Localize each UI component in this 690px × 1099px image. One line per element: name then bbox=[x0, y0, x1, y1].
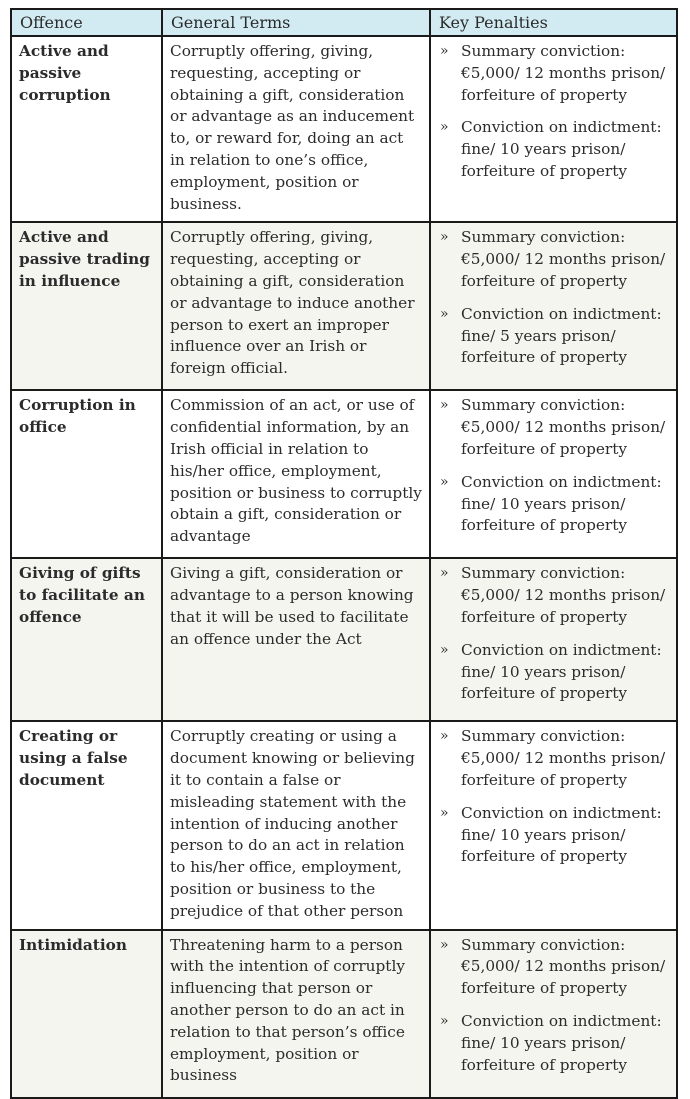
penalty-text: Conviction on indictment: fine/ 10 years prison/ forfeiture of property bbox=[461, 118, 662, 180]
penalty-item bbox=[438, 640, 669, 705]
penalty-text: Summary conviction: €5,000/ 12 months prison/ forfeiture of property bbox=[461, 564, 666, 626]
penalty-list bbox=[438, 227, 669, 369]
offence-cell: Active and passive corruption bbox=[11, 36, 162, 222]
penalty-list bbox=[438, 726, 669, 868]
offence-cell: Intimidation bbox=[11, 930, 162, 1098]
general-terms-cell: Commission of an act, or use of confidential information, by an Irish official in relation to his/her office, employment, position or business to corruptly obtain a gift, consideration or advantage bbox=[162, 390, 430, 558]
penalty-text: Conviction on indictment: fine/ 10 years prison/ forfeiture of property bbox=[461, 472, 662, 535]
penalty-item bbox=[438, 117, 669, 182]
table-row bbox=[11, 930, 677, 1098]
penalty-text: Conviction on indictment: fine/ 5 years prison/ forfeiture of property bbox=[461, 304, 662, 367]
key-penalties-cell bbox=[430, 222, 677, 390]
header-offence: Offence bbox=[11, 9, 162, 36]
offence-cell: Giving of gifts to facilitate an offence bbox=[11, 558, 162, 721]
table-row bbox=[11, 222, 677, 390]
penalty-text: Summary conviction: €5,000/ 12 months prison/ forfeiture of property bbox=[461, 42, 666, 104]
penalty-text: Summary conviction: €5,000/ 12 months prison/ forfeiture of property bbox=[461, 228, 666, 290]
penalty-list bbox=[438, 395, 669, 537]
penalty-item bbox=[438, 41, 669, 106]
general-terms-cell: Threatening harm to a person with the intention of corruptly influencing that person or another person to do an act in relation to that person’s office employment, position or business bbox=[162, 930, 430, 1098]
bullet-icon: » bbox=[440, 641, 449, 658]
key-penalties-cell bbox=[430, 930, 677, 1098]
penalty-item bbox=[438, 563, 669, 628]
header-key-penalties: Key Penalties bbox=[430, 9, 677, 36]
bullet-icon: » bbox=[440, 1012, 449, 1029]
penalty-item bbox=[438, 304, 669, 369]
penalty-item bbox=[438, 935, 669, 1000]
offence-cell: Creating or using a false document bbox=[11, 721, 162, 929]
header-row bbox=[11, 9, 677, 36]
offence-cell: Active and passive trading in influence bbox=[11, 222, 162, 390]
penalty-item bbox=[438, 1011, 669, 1076]
table-row bbox=[11, 390, 677, 558]
bullet-icon: » bbox=[440, 936, 449, 953]
key-penalties-cell bbox=[430, 558, 677, 721]
penalty-list bbox=[438, 41, 669, 183]
penalty-text: Summary conviction: €5,000/ 12 months prison/ forfeiture of property bbox=[461, 396, 666, 458]
general-terms-cell: Corruptly offering, giving, requesting, accepting or obtaining a gift, consideration or advantage as an inducement to, or reward for, doing an act in relation to one’s office, employment, position or business. bbox=[162, 36, 430, 222]
key-penalties-cell bbox=[430, 390, 677, 558]
penalty-text: Conviction on indictment: fine/ 10 years prison/ forfeiture of property bbox=[461, 1011, 662, 1074]
penalty-list bbox=[438, 935, 669, 1077]
penalty-text: Summary conviction: €5,000/ 12 months prison/ forfeiture of property bbox=[461, 935, 666, 998]
bullet-icon: » bbox=[440, 305, 449, 322]
penalty-item bbox=[438, 726, 669, 791]
offences-table bbox=[10, 8, 678, 1099]
table-row bbox=[11, 36, 677, 222]
bullet-icon: » bbox=[440, 119, 449, 136]
penalty-item bbox=[438, 472, 669, 537]
penalty-text: Conviction on indictment: fine/ 10 years prison/ forfeiture of property bbox=[461, 803, 662, 866]
table-row bbox=[11, 558, 677, 721]
key-penalties-cell bbox=[430, 36, 677, 222]
header-general-terms: General Terms bbox=[162, 9, 430, 36]
bullet-icon: » bbox=[440, 229, 449, 246]
bullet-icon: » bbox=[440, 43, 449, 59]
penalty-list bbox=[438, 563, 669, 705]
penalty-text: Conviction on indictment: fine/ 10 years prison/ forfeiture of property bbox=[461, 640, 662, 703]
bullet-icon: » bbox=[440, 728, 449, 745]
penalty-item bbox=[438, 227, 669, 292]
key-penalties-cell bbox=[430, 721, 677, 929]
bullet-icon: » bbox=[440, 397, 449, 414]
bullet-icon: » bbox=[440, 473, 449, 490]
penalty-item bbox=[438, 803, 669, 868]
penalty-text: Summary conviction: €5,000/ 12 months prison/ forfeiture of property bbox=[461, 727, 666, 789]
general-terms-cell: Giving a gift, consideration or advantage to a person knowing that it will be used to facilitate an offence under the Act bbox=[162, 558, 430, 721]
bullet-icon: » bbox=[440, 565, 449, 582]
general-terms-cell: Corruptly offering, giving, requesting, accepting or obtaining a gift, consideration or advantage to induce another person to exert an improper influence over an Irish or foreign official. bbox=[162, 222, 430, 390]
table-row bbox=[11, 721, 677, 929]
offence-cell: Corruption in office bbox=[11, 390, 162, 558]
penalty-item bbox=[438, 395, 669, 460]
general-terms-cell: Corruptly creating or using a document knowing or believing it to contain a false or misleading statement with the intention of inducing another person to do an act in relation to his/her office, employment, position or business to the prejudice of that other person bbox=[162, 721, 430, 929]
bullet-icon: » bbox=[440, 804, 449, 821]
